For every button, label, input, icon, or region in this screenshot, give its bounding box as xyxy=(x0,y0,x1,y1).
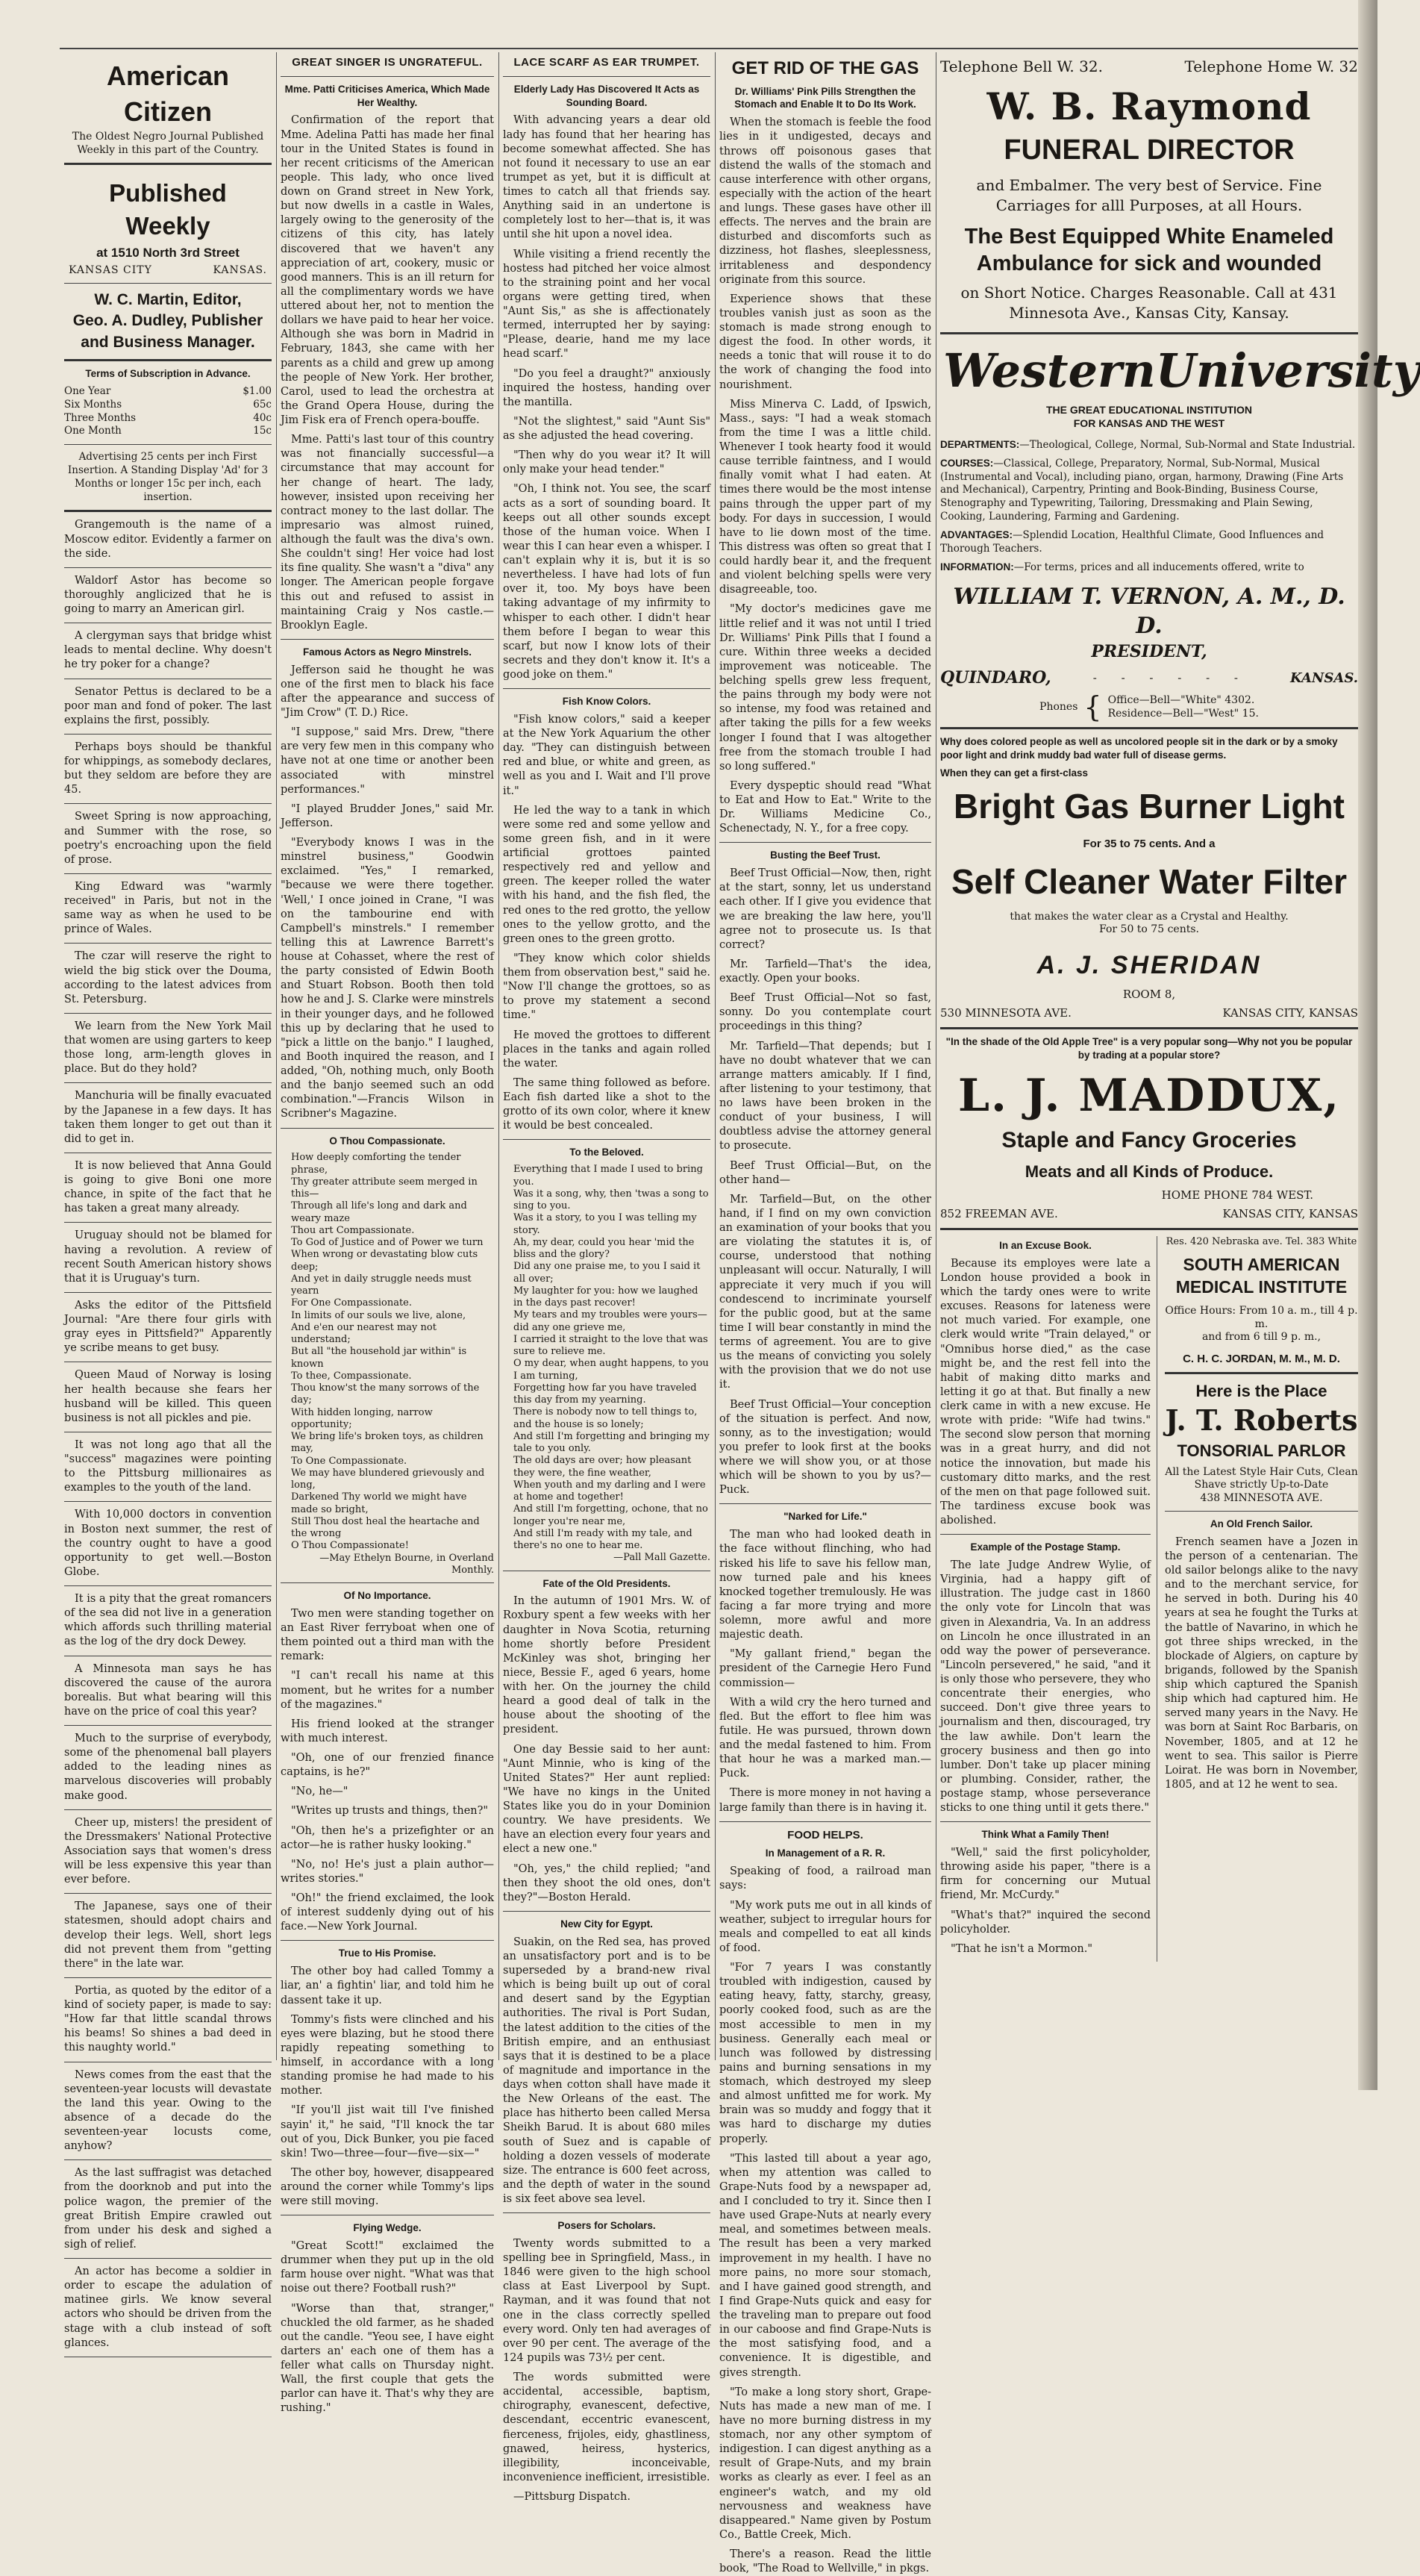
rates-list xyxy=(64,385,272,438)
article-title: Famous Actors as Negro Minstrels. xyxy=(302,646,472,658)
poem-line: Was it a song, why, then 'twas a song to sing to you. xyxy=(513,1188,709,1212)
wu-western: Western xyxy=(943,343,1156,399)
gas-question2: When they can get a first-class xyxy=(940,767,1089,779)
paragraph-items xyxy=(64,518,272,2357)
maddux-meats: Meats and all Kinds of Produce. xyxy=(1025,1162,1274,1182)
paragraph: The man who had looked death in the face without flinching, who had risked his life to save his fellow man, now turned pale and his knees knocked together tremulously. He was facing a far more trying and more solemn, more awful and more majestic death. xyxy=(719,1529,931,1641)
sami-res: Res. 420 Nebraska ave. Tel. 383 White xyxy=(1166,1236,1357,1247)
column-rule xyxy=(715,52,716,2060)
paragraph: Beef Trust Official—But, on the other hand— xyxy=(719,1159,931,1186)
poem-line: To God of Justice and of Power we turn xyxy=(291,1237,484,1249)
poem-line: We bring life's broken toys, as children may, xyxy=(291,1431,484,1455)
paragraph-item: Cheer up, misters! the president of the Dressmakers' National Protective Association says that women's dress will be less expensive this year than ever before. xyxy=(64,1816,272,1886)
paper-city: KANSAS CITY xyxy=(69,263,152,276)
paragraph: Beef Trust Official—Now, then, right at the start, sonny, let us understand each other. If I give you evidence that we are breaking the law here, you'll agree not to prosecute us. Is that correct? xyxy=(719,867,931,951)
paragraph: "Worse than that, stranger," chuckled the old farmer, as he shaded out the candle. "Yeou see, I have eight darters an' each one of them has a feller what calls on Thursday night. Wall, the first couple that gets the parlor can have it. That's why they are rushing." xyxy=(281,2302,494,2415)
article-title: LACE SCARF AS EAR TRUMPET. xyxy=(513,56,700,69)
article-title: Think What a Family Then! xyxy=(981,1829,1110,1841)
paragraph: The late Judge Andrew Wylie, of Virginia, had a happy gift of illustration. The judge cast in 1860 the only vote for Lincoln that was given in Alexandria, Va. In an address on Lincoln he once illustrated in an odd way the power of perseverance. "Lincoln persevered," he said, "and it is only those who persevere, they who concentrate their energies, who succeed. Don't give three years to journalism and then, discouraged, try the law awhile. Don't learn the grocery business and then go into lumber. Don't take up placer mining or plumbing. Consider, rather, the postage stamp, whose perseverance sticks to one thing until it gets there." xyxy=(940,1559,1151,1815)
wu-subtitle2: FOR KANSAS AND THE WEST xyxy=(1073,417,1225,430)
article-body xyxy=(940,1846,1151,1956)
article-title: Of No Importance. xyxy=(343,1590,431,1602)
rate-row xyxy=(64,412,272,425)
paragraph-item: Grangemouth is the name of a Moscow editor. Evidently a farmer on the side. xyxy=(64,519,272,560)
sheridan-name: A. J. SHERIDAN xyxy=(1036,950,1262,979)
wu-president: PRESIDENT, xyxy=(1091,641,1207,661)
poem-line: The old days are over; how pleasant they were, the fine weather, xyxy=(513,1455,692,1479)
wu-adv-label: ADVANTAGES: xyxy=(940,529,1013,541)
paragraph: "To make a long story short, Grape-Nuts has made a new man of me. I have no more burning distress in my stomach, nor any other symptom of indigestion. I can digest anything as a result of Grape-Nuts, and my brain works as clearly as ever. I feel as an engineer's watch, and my old nervousness and weakness have disappeared." Name given by Postum Co., Battle Creek, Mich. xyxy=(719,2386,931,2541)
paragraph: The other boy had called Tommy a liar, an' a fightin' liar, and told him he dassent take it up. xyxy=(281,1965,494,2006)
paragraph: With advancing years a dear old lady has found that her hearing has become somewhat affected. She has not found it necessary to use an ear trumpet as yet, but it is difficult at times to catch all that friends say. Anything said in an undertone is completely lost to her—that is, it was until she hit upon a novel idea. xyxy=(503,114,710,241)
poem-line: In limits of our souls we live, alone, xyxy=(291,1309,466,1321)
here-place: Here is the Place xyxy=(1195,1382,1327,1401)
sami-hours1: Office Hours: From 10 a. m., till 4 p. m. xyxy=(1165,1305,1358,1330)
sheridan-addr: 530 MINNESOTA AVE. xyxy=(940,1006,1072,1020)
paragraph-item: We learn from the New York Mail that women are using garters to keep those long, arm-length gloves in place. But do they hold? xyxy=(64,1020,272,1076)
article-title: In an Excuse Book. xyxy=(999,1240,1092,1251)
poem-line: O my dear, when aught happens, to you I am turning, xyxy=(513,1358,709,1382)
wu-office-phone: Office—Bell—"White" 4302. xyxy=(1107,693,1255,706)
sheridan-city: KANSAS CITY, KANSAS xyxy=(1222,1006,1358,1020)
water-price: For 50 to 75 cents. xyxy=(1099,923,1199,936)
article-subtitle: Elderly Lady Has Discovered It Acts as Sounding Board. xyxy=(513,83,700,108)
article-title: FOOD HELPS. xyxy=(787,1828,863,1841)
top-rule xyxy=(60,48,1377,49)
editor-name: W. C. Martin, Editor, xyxy=(94,291,242,309)
paragraph: "If you'll jist wait till I've finished sayin' it," he said, "I'll knock the tar out of you, Dick Bunker, you pie faced skin! Two—three—four—five—six—" xyxy=(281,2104,494,2159)
paragraph-item: It is now believed that Anna Gould is going to give Boni one more chance, in spite of the fact that he has taken a great many already. xyxy=(64,1159,272,1215)
paragraph: "I played Brudder Jones," said Mr. Jefferson. xyxy=(281,802,494,829)
paragraph-item: It was not long ago that all the "success" magazines were pointing to the Pittsburg millionaires as examples to the youth of the land. xyxy=(64,1438,272,1494)
paragraph: Beef Trust Official—Your conception of the situation is perfect. And now, sonny, as to the investigation; would you prefer to look first at the books where we will show you, or at those which will be shown to you by us?—Puck. xyxy=(719,1398,931,1497)
poem-line: With hidden longing, narrow opportunity; xyxy=(291,1406,433,1430)
tel-home: Telephone Home W. 32 xyxy=(1184,57,1358,75)
column-rule xyxy=(276,52,277,2060)
article-body xyxy=(281,1965,494,2209)
paragraph: "For 7 years I was constantly troubled with indigestion, caused by eating heavy, fatty, starchy, greasy, poorly cooked food, such as are the most accessible to men in my business. Generally each meal or lunch was followed by distressing pains and burning sensations in my stomach, which destroyed my sleep and almost unfitted me for work. My brain was so muddy and foggy that it was hard to discharge my duties properly. xyxy=(719,1962,931,2145)
jt-parlor: TONSORIAL PARLOR xyxy=(1177,1441,1346,1460)
poem-line: When wrong or devastating blow cuts deep; xyxy=(291,1249,478,1273)
paragraph: "My doctor's medicines gave me little relief and it was not until I tried Dr. Williams' Pink Pills that I found a cure. Within three weeks a decided improvement was noticeable. The belching spells grew less frequent, the pains through my body were not so intense, my food was retained and after taking the pills for a few weeks longer I found that I was altogether free from the stomach trouble I had so long suffered." xyxy=(719,603,931,773)
paragraph: "That he isn't a Mormon." xyxy=(951,1942,1092,1955)
paragraph: "Oh, yes," the child replied; "and then they shoot the old ones, don't they?"—Boston Herald. xyxy=(503,1862,710,1903)
article-subtitle: In Management of a R. R. xyxy=(765,1847,886,1859)
paragraph: "Oh!" the friend exclaimed, the look of interest suddenly dying out of his face.—New York Journal. xyxy=(281,1892,494,1933)
rate-row xyxy=(64,399,272,412)
article-title: Fate of the Old Presidents. xyxy=(542,1577,671,1589)
maddux-quote: "In the shade of the Old Apple Tree" is a very popular song—Why not you be popular by trading at a popular store? xyxy=(945,1036,1353,1061)
paragraph: "My work puts me out in all kinds of weather, subject to irregular hours for meals and compelled to eat all kinds of food. xyxy=(719,1899,931,1954)
maddux-name: L. J. MADDUX, xyxy=(957,1069,1341,1122)
jt-name: J. T. Roberts xyxy=(1165,1403,1358,1438)
wu-phones-label: Phones xyxy=(1039,701,1078,714)
article-body xyxy=(503,113,710,682)
poem-line: I carried it straight to the love that was sure to relieve me. xyxy=(513,1333,708,1358)
publisher-name: Geo. A. Dudley, Publisher and Business Manager. xyxy=(72,312,263,351)
paragraph-item: The Japanese, says one of their statesmen, should adopt chairs and develop their legs. Well, short legs did not prevent them from "getting there" in the late war. xyxy=(64,1900,272,1970)
rate-row xyxy=(64,385,272,399)
paragraph: Miss Minerva C. Ladd, of Ipswich, Mass., says: "I had a weak stomach from the time I was a little child. Whenever I took hearty food it would cause terrible faintness, and I would finally vomit what I had eaten. At times there would be the most intense pains through the upper part of my body. For days in succession, I would have to lie down most of the time. This distress was often so great that I could hardly bear it, and the frequent and violent belching spells were very disagreeable, too. xyxy=(719,398,931,596)
wu-res-phone: Residence—Bell—"West" 15. xyxy=(1107,708,1259,720)
paragraph: Suakin, on the Red sea, has proved an unsatisfactory port and is to be superseded by a brand-new rival which is being built up out of coral and desert sand by the Egyptian authorities. The rival is Port Sudan, the latest addition to the cities of the British empire, and an enthusiast says that it is destined to be a place of magnitude and importance in the days when cotton shall have made it the New Orleans of the east. The place has hitherto been called Mersa Sheikh Barud. It is about 680 miles south of Suez and is capable of holding a dozen vessels of moderate size. The entrance is 600 feet across, and the depth of water in the sound is six feet above sea level. xyxy=(503,1936,710,2206)
paragraph: In the autumn of 1901 Mrs. W. of Roxbury spent a few weeks with her daughter in Nova Scotia, returning home shortly before President McKinley was shot, bringing her niece, Bessie F., aged 6 years, home with her. On the journey the child heard a good deal of talk in the house about the shooting of the president. xyxy=(503,1595,710,1736)
maddux-phone: HOME PHONE 784 WEST. xyxy=(1161,1188,1313,1203)
poem-line: Was it a story, to you I was telling my story. xyxy=(513,1212,697,1236)
article-body xyxy=(940,1559,1151,1815)
poem-line: Still Thou dost heal the heartache and the wrong xyxy=(291,1515,480,1540)
paragraph-item: King Edward was "warmly received" in Paris, but not in the same way as when he used to be prince of Wales. xyxy=(64,880,272,936)
tel-bell: Telephone Bell W. 32. xyxy=(940,57,1103,75)
paragraph: "Oh, one of our frenzied finance captains, is he?" xyxy=(281,1752,494,1779)
paragraph: "Well," said the first policyholder, throwing aside his paper, "there is a firm for concerning our Mutual friend, Mr. McCurdy." xyxy=(940,1847,1151,1902)
paragraph: He moved the grottoes to different places in the tanks and again rolled the water. xyxy=(503,1029,710,1070)
paragraph: The words submitted were accidental, accessible, baptism, chirography, evanescent, defective, descendant, eccentric evanescent, fierceness, frijoles, eidy, ghastliness, gnawed, heiress, hysterics, illegibility, inconceivable, inconvenience inefficient, irresistible. xyxy=(503,2371,710,2483)
article-body xyxy=(503,1594,710,1905)
paragraph: Twenty words submitted to a spelling bee in Springfield, Mass., in 1846 were given to the high school class at East Liverpool by Supt. Rayman, and it was found that not one in the class correctly spelled every word. Only ten had averages of over 90 per cent. The average of the 124 pupils was 73½ per cent. xyxy=(503,2237,710,2364)
article-title: "Narked for Life." xyxy=(783,1511,867,1523)
paragraph-item: Uruguay should not be blamed for having a revolution. A review of recent South American history shows that it is Uruguay's turn. xyxy=(64,1229,272,1285)
paragraph: "Everybody knows I was in the minstrel business," Goodwin exclaimed. "Yes," I remarked, "because we were there together. 'Well,' I once joined in Crane, "I was on the tambourine end with Campbell's minstrels." I remember telling this at Lawrence Barrett's house at Cohasset, where the rest of the party consisted of Edwin Booth and Stuart Robson. Booth then told how he and J. S. Clarke were minstrels in their younger days, and he followed this up by declaring that he used to "pick a little on the banjo." I laughed, and Booth inquired the reason, and I added, "Oh, nothing much, only Booth and the banjo seemed such an odd combination."—Francis Wilson in Scribner's Magazine. xyxy=(281,837,494,1120)
paragraph: Because its employes were late a London house provided a book in which the tardy ones were to write excuses. Reasons for lateness were not much varied. For example, one clerk would write "Train delayed," or "Omnibus horse died," as the case might be, and the rest fell into the habit of making ditto marks and letting it go at that. But finally a new clerk came in with a new excuse. He wrote with pride: "Wife had twins." The second slow person that morning was in a great hurry, and did not notice the innovation, but made his customary ditto marks, and the rest of the men on that page followed suit. The tardiness excuse book was abolished. xyxy=(940,1257,1151,1527)
wu-university: University xyxy=(1155,343,1420,399)
poem-line: Ah, my dear, could you hear 'mid the bliss and the glory? xyxy=(513,1236,695,1261)
article-body xyxy=(281,2239,494,2416)
article-title: Flying Wedge. xyxy=(353,2222,422,2234)
ads-small-subcol xyxy=(1165,1236,1358,1962)
poem-line: O Thou Compassionate! xyxy=(291,1540,409,1552)
gas-question: Why does colored people as well as uncolored people sit in the dark or by a smoky poor light and drink muddy bad water full of disease germs. xyxy=(940,735,1338,761)
paragraph: "Fish know colors," said a keeper at the New York Aquarium the other day. "They can distinguish between red and blue, or white and green, as well as you and I. Wait and I'll prove it." xyxy=(503,713,710,797)
paragraph: One day Bessie said to her aunt: "Aunt Minnie, who is king of the United States?" Her aunt replied: "We have no kings in the United States like you do in your Dominion country. We have presidents. We have an election every four years and elect a new one." xyxy=(503,1743,710,1856)
article-subtitle: Mme. Patti Criticises America, Which Made Her Wealthy. xyxy=(284,83,490,108)
paragraph-item: Portia, as quoted by the editor of a kind of society paper, is made to say: "How far that little scandal throws his beams! So shines a bad deed in this naughty world." xyxy=(64,1984,272,2054)
article-body xyxy=(503,2237,710,2504)
poem-line: And still I'm ready with my tale, and there's no one to hear me. xyxy=(513,1527,692,1552)
paragraph: Every dyspeptic should read "What to Eat and How to Eat." Write to the Dr. Williams Medicine Co., Schenectady, N. Y., for a free copy. xyxy=(719,779,931,835)
article-subtitle: Dr. Williams' Pink Pills Strengthen the Stomach and Enable It to Do Its Work. xyxy=(734,85,916,110)
gas-price: For 35 to 75 cents. And a xyxy=(1083,838,1216,851)
paragraph: "What's that?" inquired the second policyholder. xyxy=(940,1909,1151,1936)
maddux-staple: Staple and Fancy Groceries xyxy=(1001,1127,1297,1153)
paragraph-item: A Minnesota man says he has discovered the cause of the aurora borealis. But what bearing will this have on the price of coal this year? xyxy=(64,1662,272,1718)
wu-kansas: KANSAS. xyxy=(1290,670,1358,686)
paper-tagline: The Oldest Negro Journal Published Weekly in this part of the Country. xyxy=(72,131,264,156)
paragraph: While visiting a friend recently the hostess had pitched her voice almost to the straining point and her vocal organs were getting tired, when "Aunt Sis," as she is affectionately termed, interrupted her by saying: "Please, dearie, hand me my lace head scarf." xyxy=(503,248,710,361)
gas-title: Bright Gas Burner Light xyxy=(954,787,1345,826)
paragraph: Mme. Patti's last tour of this country was not financially successful—a circumstance that may account for her change of heart. The lady, however, insisted upon receiving her contract money to the last dollar. The impresario was almost ruined, although the fault was the diva's own. She couldn't sing! Her voice had lost its fine quality. She wasn't a "diva" any longer. The American people forgave this out and refused to assist in maintaining Craig y Nos castle.—Brooklyn Eagle. xyxy=(281,434,494,631)
paragraph-item: An actor has become a soldier in order to escape the adulation of matinee girls. We know several actors who should be driven from the stage with a club instead of soft glances. xyxy=(64,2265,272,2349)
article-title: GREAT SINGER IS UNGRATEFUL. xyxy=(292,56,483,69)
rate-price: 15c xyxy=(253,425,272,437)
paragraph-item: A clergyman says that bridge whist leads to mental decline. Why doesn't he try poker for a change? xyxy=(64,630,272,671)
article-title: Busting the Beef Trust. xyxy=(770,849,881,861)
paragraph-item: Manchuria will be finally evacuated by the Japanese in a few days. It has taken them longer to get out than it did to get in. xyxy=(64,1090,272,1145)
column-4 xyxy=(719,52,931,2575)
article-body xyxy=(1165,1535,1358,1792)
article-body xyxy=(281,113,494,633)
sheridan-room: ROOM 8, xyxy=(1122,988,1176,1002)
rate-price: $1.00 xyxy=(243,384,272,397)
article-body xyxy=(503,1936,710,2207)
paragraph-item: Much to the surprise of everybody, some of the phenomenal ball players added to the leading nines as marvelous discoveries will probably make good. xyxy=(64,1733,272,1802)
paragraph: "Oh, then he's a prizefighter or an actor—he is rather husky looking." xyxy=(281,1824,494,1851)
wu-info: —For terms, prices and all inducements offered, write to xyxy=(1013,561,1304,574)
article-title: True to His Promise. xyxy=(338,1947,437,1959)
paragraph: Jefferson said he thought he was one of the first men to black his face after the appearance and success of "Jim Crow" (T. D.) Rice. xyxy=(281,664,494,720)
paragraph: "Writes up trusts and things, then?" xyxy=(291,1805,489,1818)
poem-body xyxy=(291,1152,494,1577)
jt-addr: 438 MINNESOTA AVE. xyxy=(1200,1491,1323,1504)
paragraph-item: Senator Pettus is declared to be a poor man and fond of poker. The last explains the first, possibly. xyxy=(64,685,272,726)
wu-dept: —Theological, College, Normal, Sub-Normal and State Industrial. xyxy=(1019,438,1356,451)
page-edge-shadow xyxy=(1358,0,1377,2090)
paragraph: He led the way to a tank in which were some red and some yellow and some green fish, and in it were artificial grottoes painted respectively red and yellow and green. The keeper rolled the water with his hand, and the fish fled, the red ones to the red grotto, the yellow ones to the yellow grotto, and the green ones to the green grotto. xyxy=(503,804,710,945)
paragraph: "My gallant friend," began the president of the Carnegie Hero Fund commission— xyxy=(719,1648,931,1689)
paragraph-item: Waldorf Astor has become so thoroughly anglicized that he is going to marry an American girl. xyxy=(64,574,272,615)
article-body xyxy=(281,664,494,1122)
paragraph: Tommy's fists were clinched and his eyes were blazing, but he stood there rapidly repeating something to himself, in accordance with a long standing promise he had made to his mother. xyxy=(281,2013,494,2098)
rate-label: Three Months xyxy=(64,411,137,424)
poem-line: Thy greater attribute seem merged in this— xyxy=(291,1176,478,1200)
poem-line: Did any one praise me, to you I said it all over; xyxy=(513,1261,701,1285)
poem-line: Thou art Compassionate. xyxy=(291,1224,415,1236)
wu-dept-label: DEPARTMENTS: xyxy=(940,438,1020,450)
column-masthead xyxy=(64,52,272,2349)
paragraph: Speaking of food, a railroad man says: xyxy=(719,1865,931,1892)
rate-label: One Month xyxy=(64,425,122,437)
wu-subtitle1: THE GREAT EDUCATIONAL INSTITUTION xyxy=(1045,403,1253,416)
paragraph: Mr. Tarfield—But, on the other hand, if I find on my own conviction an examination of your books that you are violating the statutes it is, of course, understood that nothing unpleasant will occur. Naturally, I will appreciate it very much if you will condescend to incriminate yourself for the public good, but at the same time I will bear constantly in mind the terms of agreement. You are to give us the means of convicting you solely with the provision that we do not use it. xyxy=(719,1193,931,1391)
column-3 xyxy=(503,52,710,2504)
rate-price: 40c xyxy=(253,411,272,424)
paragraph: Mr. Tarfield—That depends; but I have no doubt whatever that we can arrange matters amicably. If I find, after listening to your testimony, that no laws have been broken in the conduct of your business, I will doubtless advise the attorney general to prosecute. xyxy=(719,1040,931,1153)
poem-line: Darkened Thy world we might have made so bright, xyxy=(291,1491,467,1515)
article-body xyxy=(719,1865,931,2576)
article-title: New City for Egypt. xyxy=(560,1918,653,1930)
ads-news-subcol xyxy=(940,1236,1157,1962)
paragraph: "Do you feel a draught?" anxiously inquired the hostess, handing over the mantilla. xyxy=(503,367,710,408)
column-rule xyxy=(498,52,499,2060)
poem-body xyxy=(513,1164,710,1564)
paragraph: Confirmation of the report that Mme. Adelina Patti has made her final tour in the United States is found in her recent criticisms of the American people. This lady, who once lived down on Grand street in New York, but now dwells in a castle in Wales, largely owing to the generosity of the citizens of this city, has lately discovered that we haven't any appreciation of art, cookery, music or good manners. This is an ill return for all the complimentary words we have uttered about her, not to mention the dollars we have paid to hear her voice. Although she was born in Madrid in February, 1843, she came with her parents as a child and grew up among the people of New York. Her brother, Carol, used to lead the orchestra at the Grand Opera House, during the Jim Fisk era of French opera-bouffe. xyxy=(281,114,494,427)
column-2 xyxy=(281,52,494,2415)
rate-label: One Year xyxy=(64,384,111,397)
paragraph: "I suppose," said Mrs. Drew, "there are very few men in this company who have not at one time or another been associated with minstrel performances." xyxy=(281,726,494,796)
water-desc: that makes the water clear as a Crystal and Healthy. xyxy=(1010,910,1289,923)
raymond-line3: on Short Notice. Charges Reasonable. Call at 431 Minnesota Ave., Kansas City, Kansay. xyxy=(960,284,1338,322)
paragraph-item: News comes from the east that the seventeen-year locusts will devastate the land this year. Owing to the absence of a decade do the seventeen-year locusts come, anyhow? xyxy=(64,2068,272,2153)
paragraph-item: Sweet Spring is now approaching, and Summer with the rose, so poetry's encroaching upon the field of prose. xyxy=(64,811,272,866)
poem-line: And yet in daily struggle needs must yearn xyxy=(291,1273,472,1297)
paragraph: "Then why do you wear it? It will only make your head tender." xyxy=(503,449,710,476)
rate-row xyxy=(64,425,272,438)
paragraph-item: As the last suffragist was detached from the doorknob and put into the police wagon, the premier of the great British Empire crawled out from under his desk and sighed a sigh of relief. xyxy=(64,2167,272,2251)
article-title: Example of the Postage Stamp. xyxy=(970,1541,1121,1553)
jt-line1: All the Latest Style Hair Cuts, Clean xyxy=(1165,1465,1358,1478)
paragraph: There is more money in not having a large family than there is in having it. xyxy=(719,1787,931,1814)
paragraph-item: The czar will reserve the right to wield the big stick over the Douma, according to the latest advices from St. Petersburg. xyxy=(64,950,272,1005)
sami-hours2: and from 6 till 9 p. m., xyxy=(1201,1331,1322,1344)
wu-adv: —Splendid Location, Healthful Climate, Good Influences and Thorough Teachers. xyxy=(940,529,1324,555)
maddux-city: KANSAS CITY, KANSAS xyxy=(1222,1207,1358,1221)
paragraph-item: It is a pity that the great romancers of the sea did not live in a generation which affords such thrilling material as the log of the dry dock Dewey. xyxy=(64,1593,272,1648)
article-title: An Old French Sailor. xyxy=(1210,1518,1313,1530)
article-body xyxy=(940,1257,1151,1528)
article-title: Fish Know Colors. xyxy=(562,696,651,708)
article-title: Posers for Scholars. xyxy=(557,2220,656,2232)
paragraph-item: Queen Maud of Norway is losing her health because she fears her husband will be killed. This queen business is not all pickles and pie. xyxy=(64,1369,272,1424)
paragraph: The other boy, however, disappeared around the corner while Tommy's lips were still moving. xyxy=(281,2166,494,2208)
article-body xyxy=(503,713,710,1134)
poem-line: And e'en our nearest may not understand; xyxy=(291,1321,437,1346)
advertising-note: Advertising 25 cents per inch First Insertion. A Standing Display 'Ad' for 3 Months or longer 15c per inch, each insertion. xyxy=(67,451,269,503)
paragraph: "Not the slightest," said "Aunt Sis" as she adjusted the head covering. xyxy=(503,415,710,443)
poem-line: To thee, Compassionate. xyxy=(291,1370,412,1382)
paragraph: Experience shows that these troubles vanish just as soon as the stomach is made strong enough to digest the food. In other words, it needs a tonic that will rouse it to do the work of changing the food into nourishment. xyxy=(719,293,931,391)
paragraph: Two men were standing together on an East River ferryboat when one of them pointed out a third man with the remark: xyxy=(281,1607,494,1663)
rate-price: 65c xyxy=(253,398,272,411)
poem-title: To the Beloved. xyxy=(569,1147,644,1158)
paragraph: Mr. Tarfield—That's the idea, exactly. Open your books. xyxy=(719,958,931,985)
poem-line: We may have blundered grievously and long, xyxy=(291,1467,485,1491)
poem-line: Through all life's long and dark and weary maze xyxy=(291,1200,467,1224)
poem-line: —Pall Mall Gazette. xyxy=(613,1552,710,1564)
poem-line: Forgetting how far you have traveled this day from my yearning. xyxy=(513,1382,697,1406)
raymond-line1: and Embalmer. The very best of Service. Fine Carriages for alll Purposes, at all Hours. xyxy=(976,175,1322,214)
paragraph: The same thing followed as before. Each fish darted like a shot to the grotto of its own color, where it knew it would be best concealed. xyxy=(503,1076,710,1132)
paragraph: —Pittsburg Dispatch. xyxy=(513,2491,631,2504)
paragraph: "No, no! He's just a plain author—writes stories." xyxy=(281,1858,494,1885)
water-title: Self Cleaner Water Filter xyxy=(951,861,1347,901)
jt-line2: Shave strictly Up-to-Date xyxy=(1194,1479,1329,1491)
paper-state: KANSAS. xyxy=(213,263,267,276)
paragraph: "Great Scott!" exclaimed the drummer when they put up in the old farm house over night. "What was that noise out there? Football rush?" xyxy=(281,2240,494,2295)
wu-quindaro: QUINDARO, xyxy=(940,667,1051,687)
poem-line: But all "the household jar within" is known xyxy=(291,1346,467,1370)
article-title: GET RID OF THE GAS xyxy=(731,58,919,78)
poem-line: My tears and my troubles were yours—did any one grieve me, xyxy=(513,1309,707,1333)
paragraph: French seamen have a Jozen in the person of a centenarian. The old sailor belongs alike to the navy and to the merchant service, for he served in both. During his 40 years at sea he fought the Turks at the battle of Navarino, in which he got three ships wrecked, in the blockade of Algiers, on capture by brigands, followed by the Spanish ship which captured the Spanish ship which had captured him. He served many years in the Navy. He was born at Saint Roc Barbaris, on November, 1805, and at 12 he went to sea. This sailor is Pierre Loirat. He was born in November, 1805, and at 12 he went to sea. xyxy=(1165,1535,1358,1791)
poem-line: To One Compassionate. xyxy=(291,1455,407,1467)
raymond-title: FUNERAL DIRECTOR xyxy=(1004,134,1295,166)
wu-vernon: WILLIAM T. VERNON, A. M., D. D. xyxy=(953,583,1345,640)
paragraph: There's a reason. Read the little book, "The Road to Wellville," in pkgs. xyxy=(719,2548,931,2575)
raymond-name: W. B. Raymond xyxy=(986,84,1312,129)
article-body xyxy=(281,1607,494,1935)
paragraph: "No, he—" xyxy=(291,1786,348,1798)
poem-line: And still I'm forgetting, ochone, that no longer you're near me, xyxy=(513,1503,708,1527)
poem-line: Thou know'st the many sorrows of the day; xyxy=(291,1382,480,1406)
paragraph-item: Asks the editor of the Pittsfield Journal: "Are there four girls with gray eyes in Pittsfield?" Apparently ye scribe means to get busy. xyxy=(64,1299,272,1355)
article-body xyxy=(719,867,931,1497)
paragraph: "I can't recall his name at this moment, but he writes for a number of the magazines." xyxy=(281,1670,494,1711)
poem-line: —May Ethelyn Bourne, in Overland Monthly. xyxy=(319,1552,494,1576)
paragraph: When the stomach is feeble the food lies in it undigested, decays and throws off poisonous gases that distend the walls of the stomach and cause interference with other organs, especially with the action of the heart and lungs. These gases have other ill effects. The nerves and the brain are disturbed and discomforts such as dizziness, hot flashes, sleeplessness, irritableness and despondency originate from this source. xyxy=(719,116,931,286)
paragraph: His friend looked at the stranger with much interest. xyxy=(281,1718,494,1744)
paper-address: at 1510 North 3rd Street xyxy=(96,246,240,261)
poem-line: How deeply comforting the tender phrase, xyxy=(291,1152,461,1176)
poem-title: O Thou Compassionate. xyxy=(329,1135,445,1147)
advertisements-column: Telephone Bell W. 32. Telephone Home W. 32 W. B. Raymond FUNERAL DIRECTOR and Embalmer. The very best of Service. Fine Carriages for alll Purposes, at all Hours. The Best Equipped White Enameled Ambulance for sick and wounded on Short Notice. Charges Reasonable. Call at 431 Minnesota Ave., Kansas City, Kansay. Western University THE GREAT EDUCATIONAL INSTITUTION FOR KANSAS AND THE WEST DEPARTMENTS:—Theological, College, Normal, Sub-Normal and State Industrial. COURSES:—Classical, College, Preparatory, Normal, Sub-Normal, Musical (Instrumental and Vocal), including piano, organ, harmony, Drawing (Fine Arts and Mechanical), Carpentry, Printing and Book-Binding, Business Course, Stenography and Typewriting, Tailoring, Dressmaking and Plain Sewing, Cooking, Laundering, Farming and Gardening. ADVANTAGES:—Splendid Location, Healthful Climate, Good Influences and Thorough Teachers. INFORMATION:—For terms, prices and all inducements offered, write to WILLIAM T. VERNON, A. M., D. D. PRESIDENT, QUINDARO, - - - - - - KANSAS. Phones { Office—Bell—"White" 4302. Residence—Bell—"West" 15. Why does colored people as well as uncolored people sit in the dark or by a smoky poor light and drink muddy bad water full of disease germs. When they can get a first-class Bright Gas Burner Light For 35 to 75 cents. And a Self Cleaner Water Filter that makes the water clear as a Crystal and Healthy. For 50 to 75 cents. A. J. SHERIDAN ROOM 8, 530 MINNESOTA AVE. KANSAS CITY, KANSAS "In the shade of the Old Apple Tree" is a very popular song—Why not you be popular by trading at a popular store? L. J. MADDUX, Staple and Fancy Groceries Meats and all Kinds of Produce. HOME PHONE 784 WEST. 852 FREEMAN AVE. KANSAS CITY, KANSAS In an Excuse Book. Because its employes were late a London house provided a book in which the tardy ones were to write excuses. Reasons for lateness were not much varied. For example, one clerk would write "Train delayed," or "Omnibus horse died," as the case might be, and the rest fell into the habit of making ditto marks and letting it go at that. But finally a new clerk came in with a new excuse. He wrote with pride: "Wife had twins." The second slow person that morning was in a great hurry, and did not notice the innovation, but made his customary ditto marks, and the rest of the men on that page followed suit. The tardiness excuse book was abolished. Example of the Postage Stamp. The late Judge Andrew Wylie, of Virginia, had a happy gift of illustration. The judge cast in 1860 the only vote for Lincoln that was given in Alexandria, Va. In an address on Lincoln he once illustrated in an odd way the power of perseverance. "Lincoln persevered," he said, "and it is only those who persevere, they who concentrate their energies, who succeed. Don't give three years to journalism and then, discouraged, try the law awhile. Don't learn the grocery business and then go into lumber. Don't take up placer mining or plumbing. Consider, rather, the postage stamp, whose perseverance sticks to one thing until it gets there." Think What a Family Then! "Well," said the first policyholder, throwing aside his paper, "there is a firm for concerning our Mutual friend, Mr. McCurdy." "What's that?" inquired the second policyholder. "That he isn't a Mormon." Res. 420 Nebraska ave. Tel. 383 White SOUTH AMERICAN MEDICAL INSTITUTE Office Hours: From 10 a. m., till 4 p. m. and from 6 till 9 p. m., C. H. C. JORDAN, M. M., M. D. Here is the Place J. T. Roberts TONSORIAL PARLOR All the Latest Style Hair Cuts, Clean Shave strictly Up-to-Date 438 MINNESOTA AVE. An Old French Sailor. French seamen have a Jozen in the person of a centenarian. The old sailor belongs alike to the navy and to the merchant service, for he served in both. During his 40 years at sea he fought the Turks at the battle of Navarino, in which he got three ships wrecked, in the blockade of Algiers, on capture by brigands, followed by the Spanish ship which captured the Spanish ship which had captured him. He served many years in the Navy. He was born at Saint Roc Barbaris, on November, 1805, and at 12 he went to sea. This sailor is Pierre Loirat. He was born in November, 1805, and at 12 he went to sea. xyxy=(940,52,1358,2068)
wu-course-label: COURSES: xyxy=(940,458,994,470)
paragraph: Beef Trust Official—Not so fast, sonny. Do you contemplate court proceedings in this thing? xyxy=(719,992,931,1033)
poem-line: Everything that I made I used to bring you. xyxy=(513,1164,703,1188)
poem-line: When youth and my darling and I were at home and together! xyxy=(513,1479,706,1503)
rate-label: Six Months xyxy=(64,398,122,411)
paragraph: "This lasted till about a year ago, when my attention was called to Grape-Nuts food by a newspaper ad, and I concluded to try it. Since then I have used Grape-Nuts at nearly every meal, and sometimes between meals. The result has been a very marked improvement in my health. I have no more pains, no more sour stomach, and I have gained good strength, and I find Grape-Nuts quick and easy for the traveling man to prepare out food in our caboose and find Grape-Nuts is the most satisfying food, and a convenience. It is digestible, and gives strength. xyxy=(719,2152,931,2379)
sami-doctor: C. H. C. JORDAN, M. M., M. D. xyxy=(1183,1352,1340,1365)
paragraph: "Oh, I think not. You see, the scarf acts as a sort of sounding board. It keeps out all other sounds except those of the human voice. When I wear this I can hear even a whisper. I can't explain why it is, but it is so nevertheless. I have had lots of fun over it, too. My boys have been taking advantage of my infirmity to whisper to each other. I didn't hear them before I began to wear this scarf, but now I know lots of their secrets and they don't know it. It's a good joke on them." xyxy=(503,483,710,682)
article-body xyxy=(719,116,931,836)
poem-line: My laughter for you: how we laughed in the days past recover! xyxy=(513,1285,698,1309)
paper-name: American Citizen xyxy=(106,60,230,127)
poem-line: There is nobody now to tell things to, and the house is so lonely; xyxy=(513,1406,698,1430)
poem-line: And still I'm forgetting and bringing my tale to you only. xyxy=(513,1430,710,1455)
raymond-line2: The Best Equipped White Enameled Ambulance for sick and wounded xyxy=(964,224,1334,275)
paragraph-item: Perhaps boys should be thankful for whippings, as somebody declares, but they seldom are before they are 45. xyxy=(64,740,272,796)
paragraph-item: With 10,000 doctors in convention in Boston next summer, the rest of the country ought to have a good opportunity to get well.—Boston Globe. xyxy=(64,1509,272,1578)
maddux-addr: 852 FREEMAN AVE. xyxy=(940,1207,1058,1221)
sami-name: SOUTH AMERICAN MEDICAL INSTITUTE xyxy=(1175,1255,1348,1297)
paragraph: "They know which color shields them from observation best," said he. "Now I'll change the grottoes, so as to prove my statement a second time." xyxy=(503,952,710,1022)
poem-line: For One Compassionate. xyxy=(291,1297,413,1309)
published-weekly: Published Weekly xyxy=(109,179,227,240)
wu-info-label: INFORMATION: xyxy=(940,561,1014,573)
terms-title: Terms of Subscription in Advance. xyxy=(85,368,251,380)
wu-course: —Classical, College, Preparatory, Normal, Sub-Normal, Musical (Instrumental and Vocal), including piano, organ, harmony, Drawing (Fine Arts and Mechanical), Carpentry, Printing and Book-Binding, Business Course, Stenography and Typewriting, Tailoring, Dressmaking and Plain Sewing, Cooking, Laundering, Farming and Gardening. xyxy=(940,458,1344,523)
paragraph: With a wild cry the hero turned and fled. But the effort to flee him was futile. He was pursued, thrown down and the medal fastened to him. From that hour he was a marked man.—Puck. xyxy=(719,1696,931,1780)
article-body xyxy=(719,1528,931,1815)
